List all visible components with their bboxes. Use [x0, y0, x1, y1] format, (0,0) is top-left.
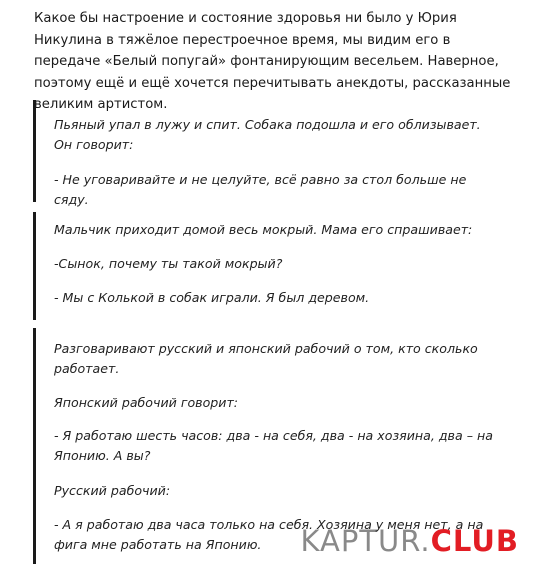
quote-line: - Я работаю шесть часов: два - на себя, два - на хозяина, два – на Японию. А вы?	[54, 428, 493, 463]
quote-line: - А я работаю два часа только на себя. Хозяина у меня нет, а на фига мне работать на Японию.	[54, 517, 484, 552]
intro-paragraph: Какое бы настроение и состояние здоровья ни было у Юрия Никулина в тяжёлое перестроечное время, мы видим его в передаче «Белый попугай» фонтанирующим весельем. Наверное, поэтому ещё и ещё хочется перечитывать анекдоты, рассказанные великим артистом.	[34, 11, 511, 113]
watermark-accent: CLUB	[430, 524, 519, 558]
quote-line: Мальчик приходит домой весь мокрый. Мама его спрашивает:	[54, 222, 473, 237]
quote-line: Русский рабочий:	[54, 483, 171, 498]
joke-quote-2	[33, 212, 513, 320]
quote-line: Пьяный упал в лужу и спит. Собака подошла и его облизывает. Он говорит:	[54, 117, 481, 152]
site-watermark	[301, 525, 520, 557]
quote-line: Японский рабочий говорит:	[54, 395, 239, 410]
watermark-main: KAPTUR.	[300, 524, 431, 558]
quote-line: -Сынок, почему ты такой мокрый?	[54, 256, 283, 271]
quote-line: - Не уговаривайте и не целуйте, всё равно за стол больше не сяду.	[54, 172, 467, 207]
quote-line: Разговаривают русский и японский рабочий о том, кто сколько работает.	[54, 341, 478, 376]
joke-quote-1	[33, 100, 513, 207]
quote-line: - Мы с Колькой в собак играли. Я был деревом.	[54, 290, 370, 305]
